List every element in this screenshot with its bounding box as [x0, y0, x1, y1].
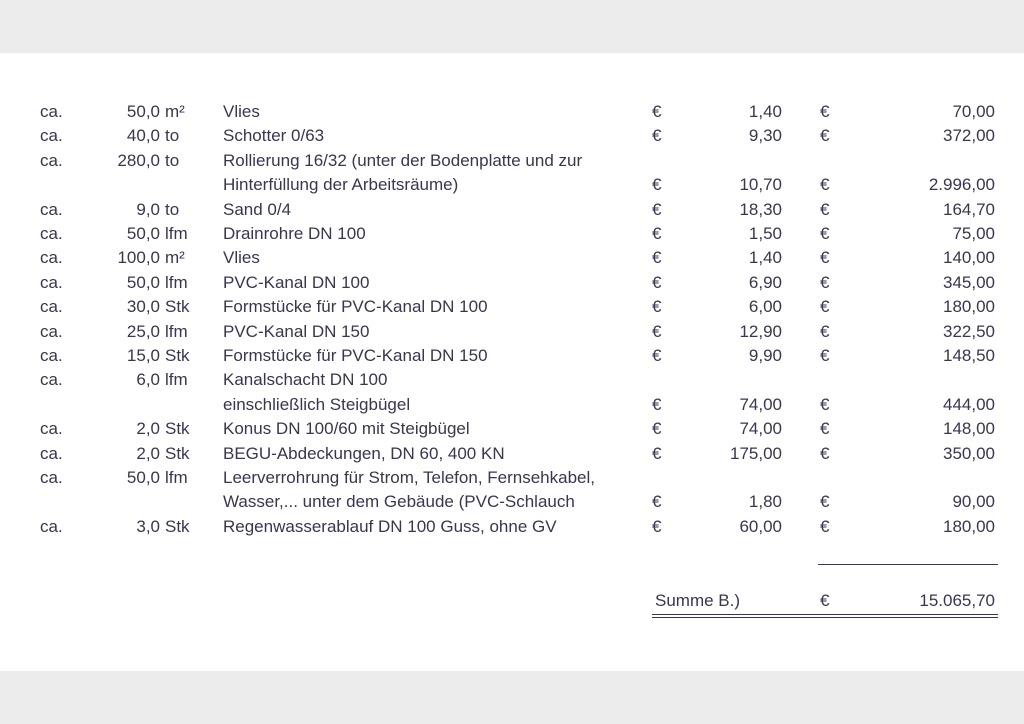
unit-price: 74,00	[739, 394, 782, 414]
unit: Stk	[165, 419, 190, 439]
table-row	[0, 320, 1024, 344]
table-row	[0, 222, 1024, 246]
unit-price-currency: €	[652, 272, 662, 292]
approx-marker: ca.	[40, 468, 63, 487]
line-total: 180,00	[943, 297, 995, 317]
quantity: 40,0	[126, 126, 160, 146]
unit: Stk	[165, 346, 190, 365]
total-currency: €	[820, 224, 830, 243]
description: Drainrohre DN 100	[223, 224, 366, 243]
unit-price-currency: €	[652, 492, 662, 512]
description: Regenwasserablauf DN 100 Guss, ohne GV	[223, 516, 557, 536]
line-total: 90,00	[952, 492, 995, 512]
description: Wasser,... unter dem Gebäude (PVC-Schlauch	[223, 492, 575, 512]
description: Hinterfüllung der Arbeitsräume)	[223, 175, 459, 195]
unit: to	[165, 126, 180, 146]
table-row	[0, 295, 1024, 319]
unit-price-currency: €	[652, 419, 662, 439]
description: Vlies	[223, 102, 260, 121]
approx-marker: ca.	[40, 248, 63, 268]
subtotal-line	[818, 564, 998, 565]
summary-currency: €	[820, 591, 830, 610]
table-row	[0, 466, 1024, 490]
summary-label: Summe B.)	[655, 591, 741, 610]
total-currency: €	[820, 492, 830, 512]
quantity: 9,0	[136, 199, 160, 219]
table-row	[0, 246, 1024, 270]
description: PVC-Kanal DN 150	[223, 321, 370, 341]
unit-price-currency: €	[652, 394, 662, 414]
description: Sand 0/4	[223, 199, 292, 219]
unit: lfm	[165, 468, 188, 487]
unit-price-currency: €	[652, 199, 662, 219]
total-currency: €	[820, 297, 830, 317]
unit-price: 1,40	[748, 102, 782, 121]
summary-double-underline	[652, 614, 998, 618]
unit: Stk	[165, 443, 190, 463]
unit-price: 9,30	[748, 126, 782, 146]
approx-marker: ca.	[40, 419, 63, 439]
unit-price-currency: €	[652, 516, 662, 536]
unit-price-currency: €	[652, 297, 662, 317]
unit: to	[165, 199, 180, 219]
unit: lfm	[165, 272, 188, 292]
summary-row	[0, 589, 1024, 613]
unit-price-currency: €	[652, 321, 662, 341]
unit-price: 12,90	[739, 321, 782, 341]
quantity: 2,0	[136, 443, 160, 463]
total-currency: €	[820, 102, 830, 121]
quantity: 50,0	[126, 102, 160, 121]
approx-marker: ca.	[40, 102, 63, 121]
approx-marker: ca.	[40, 370, 63, 390]
unit-price: 6,00	[748, 297, 782, 317]
quantity: 50,0	[126, 468, 160, 487]
approx-marker: ca.	[40, 272, 63, 292]
description: Vlies	[223, 248, 260, 268]
table-row	[0, 515, 1024, 539]
unit: lfm	[165, 370, 188, 390]
quantity: 50,0	[126, 224, 160, 243]
description: PVC-Kanal DN 100	[223, 272, 370, 292]
table-row	[0, 124, 1024, 148]
approx-marker: ca.	[40, 199, 63, 219]
quantity: 280,0	[117, 150, 160, 170]
table-row	[0, 442, 1024, 466]
table-row	[0, 344, 1024, 368]
description: BEGU-Abdeckungen, DN 60, 400 KN	[223, 443, 505, 463]
approx-marker: ca.	[40, 321, 63, 341]
table-row	[0, 198, 1024, 222]
description: Leerverrohrung für Strom, Telefon, Fernsehkabel,	[223, 468, 595, 487]
table-row	[0, 149, 1024, 173]
unit: lfm	[165, 321, 188, 341]
total-currency: €	[820, 126, 830, 146]
line-total: 345,00	[943, 272, 995, 292]
line-total: 372,00	[943, 126, 995, 146]
total-currency: €	[820, 346, 830, 365]
unit-price-currency: €	[652, 346, 662, 365]
quantity: 25,0	[126, 321, 160, 341]
description: einschließlich Steigbügel	[223, 394, 411, 414]
total-currency: €	[820, 248, 830, 268]
line-total: 164,70	[943, 199, 995, 219]
line-total: 2.996,00	[928, 175, 995, 195]
description: Formstücke für PVC-Kanal DN 100	[223, 297, 488, 317]
unit-price: 175,00	[730, 443, 782, 463]
total-currency: €	[820, 321, 830, 341]
approx-marker: ca.	[40, 443, 63, 463]
unit-price: 10,70	[739, 175, 782, 195]
line-total: 444,00	[943, 394, 995, 414]
table-row	[0, 417, 1024, 441]
unit: m²	[165, 102, 185, 121]
quantity: 50,0	[126, 272, 160, 292]
unit-price-currency: €	[652, 175, 662, 195]
quantity: 30,0	[126, 297, 160, 317]
quantity: 100,0	[117, 248, 160, 268]
unit-price-currency: €	[652, 224, 662, 243]
total-currency: €	[820, 516, 830, 536]
approx-marker: ca.	[40, 224, 63, 243]
unit-price: 1,40	[748, 248, 782, 268]
unit-price: 1,80	[748, 492, 782, 512]
approx-marker: ca.	[40, 346, 63, 365]
line-total: 70,00	[952, 102, 995, 121]
line-total: 148,00	[943, 419, 995, 439]
unit-price-currency: €	[652, 126, 662, 146]
unit: lfm	[165, 224, 188, 243]
description: Formstücke für PVC-Kanal DN 150	[223, 346, 488, 365]
unit-price: 74,00	[739, 419, 782, 439]
unit: Stk	[165, 297, 190, 317]
unit-price: 6,90	[748, 272, 782, 292]
table-row	[0, 100, 1024, 124]
total-currency: €	[820, 175, 830, 195]
approx-marker: ca.	[40, 516, 63, 536]
line-total: 148,50	[943, 346, 995, 365]
approx-marker: ca.	[40, 150, 63, 170]
total-currency: €	[820, 394, 830, 414]
approx-marker: ca.	[40, 297, 63, 317]
description: Kanalschacht DN 100	[223, 370, 388, 390]
unit-price-currency: €	[652, 443, 662, 463]
quantity: 3,0	[136, 516, 160, 536]
unit-price-currency: €	[652, 102, 662, 121]
summary-total: 15.065,70	[919, 591, 995, 610]
total-currency: €	[820, 272, 830, 292]
unit: m²	[165, 248, 185, 268]
unit-price: 60,00	[739, 516, 782, 536]
table-row	[0, 393, 1024, 417]
table-row	[0, 368, 1024, 392]
unit-price: 1,50	[748, 224, 782, 243]
unit: Stk	[165, 516, 190, 536]
quantity: 15,0	[126, 346, 160, 365]
unit: to	[165, 150, 180, 170]
line-total: 180,00	[943, 516, 995, 536]
line-total: 140,00	[943, 248, 995, 268]
description: Schotter 0/63	[223, 126, 325, 146]
table-row	[0, 271, 1024, 295]
description: Konus DN 100/60 mit Steigbügel	[223, 419, 470, 439]
approx-marker: ca.	[40, 126, 63, 146]
total-currency: €	[820, 199, 830, 219]
description: Rollierung 16/32 (unter der Bodenplatte und zur	[223, 150, 583, 170]
line-total: 322,50	[943, 321, 995, 341]
quantity: 2,0	[136, 419, 160, 439]
unit-price-currency: €	[652, 248, 662, 268]
total-currency: €	[820, 419, 830, 439]
table-row	[0, 490, 1024, 514]
line-total: 75,00	[952, 224, 995, 243]
line-total: 350,00	[943, 443, 995, 463]
table-row	[0, 173, 1024, 197]
unit-price: 9,90	[748, 346, 782, 365]
unit-price: 18,30	[739, 199, 782, 219]
total-currency: €	[820, 443, 830, 463]
quantity: 6,0	[136, 370, 160, 390]
